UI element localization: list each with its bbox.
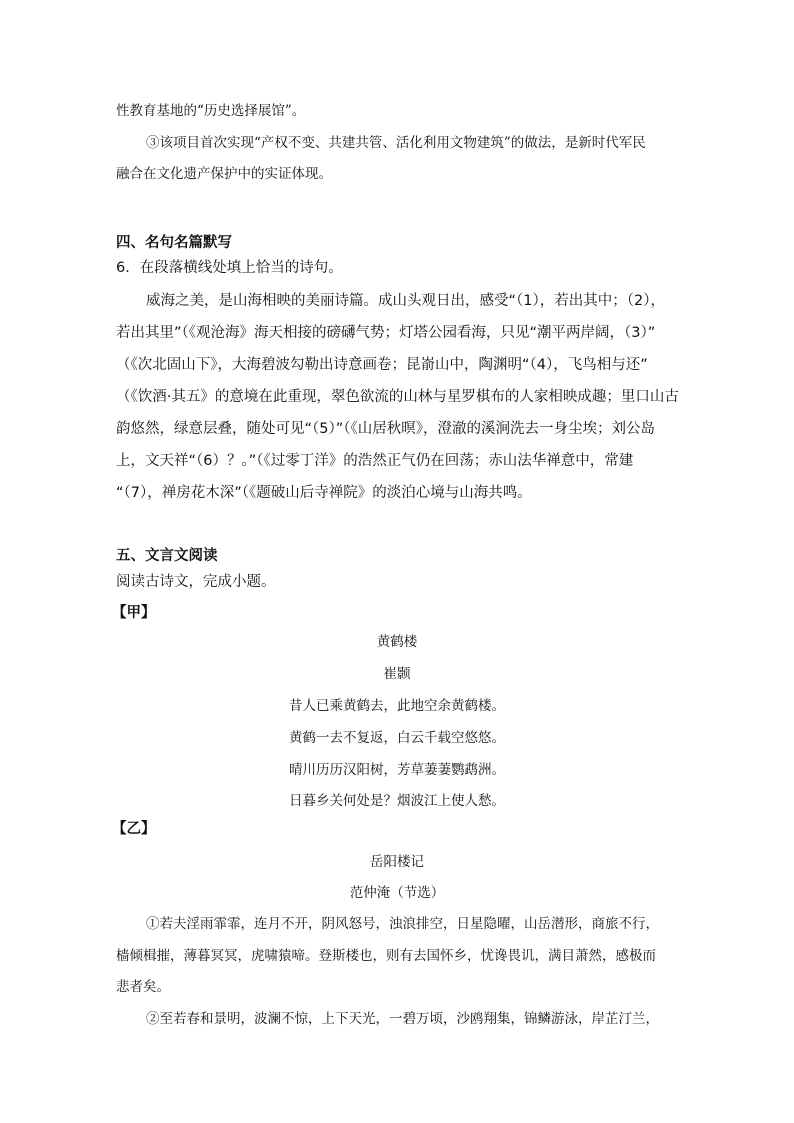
section3-continuation: 性教育基地的“历史选择展馆”。: [116, 103, 306, 119]
prose-line-3: 悲者矣。: [116, 979, 170, 995]
poem-line-1: 昔人已乘黄鹤去，此地空余黄鹤楼。: [289, 698, 505, 714]
passage-line-5: 韵悠然，绿意层叠，随处可见“（5）”（《山居秋暝》，澄澈的溪涧洗去一身尘埃；刘公岛: [116, 421, 655, 437]
passage-line-4: （《饮酒·其五》的意境在此重现，翠色欲流的山林与星罗棋布的人家相映成趣；里口山古: [116, 389, 679, 405]
poem-line-3: 晴川历历汉阳树，芳草萋萋鹦鹉洲。: [289, 762, 505, 778]
prose-line-2: 樯倾楫摧，薄暮冥冥，虎啸猿啼。登斯楼也，则有去国怀乡，忧谗畏讥，满目萧然，感极而: [116, 948, 656, 964]
poem-line-4: 日暮乡关何处是？烟波江上使人愁。: [289, 793, 505, 809]
prose-line-1: ①若夫淫雨霏霏，连月不开，阴风怒号，浊浪排空，日星隐曜，山岳潜形，商旅不行，: [146, 916, 659, 932]
section3-item3-line1: ③该项目首次实现“产权不变、共建共管、活化利用文物建筑”的做法，是新时代军民: [146, 135, 646, 151]
prose-title: 岳阳楼记: [370, 854, 424, 870]
passage-line-2: 若出其里”（《观沧海》海天相接的磅礴气势；灯塔公园看海，只见“潮平两岸阔，（3）”: [116, 325, 656, 341]
jia-label: 【甲】: [112, 605, 156, 621]
section5-heading: 五、文言文阅读: [116, 548, 218, 564]
passage-line-7: “（7），禅房花木深”（《题破山后寺禅院》的淡泊心境与山海共鸣。: [116, 485, 532, 501]
passage-line-6: 上，文天祥“（6）？。”（《过零丁洋》的浩然正气仍在回荡；赤山法华禅意中，常建: [116, 453, 634, 469]
poem-line-2: 黄鹤一去不复返，白云千载空悠悠。: [289, 730, 505, 746]
passage-line-1: 威海之美，是山海相映的美丽诗篇。成山头观日出，感受“（1），若出其中；（2），: [146, 293, 665, 309]
poem-title: 黄鹤楼: [376, 634, 418, 650]
section5-instruction: 阅读古诗文，完成小题。: [116, 574, 276, 590]
question6-prompt: 6．在段落横线处填上恰当的诗句。: [116, 260, 343, 276]
prose-line-4: ②至若春和景明，波澜不惊，上下天光，一碧万顷，沙鸥翔集，锦鳞游泳，岸芷汀兰，: [146, 1011, 659, 1027]
prose-author: 范仲淹（节选）: [349, 885, 445, 901]
section3-item3-line2: 融合在文化遗产保护中的实证体现。: [116, 166, 332, 182]
passage-line-3: （《次北固山下》，大海碧波勾勒出诗意画卷；昆嵛山中，陶渊明“（4），飞鸟相与还”: [116, 357, 648, 373]
section4-heading: 四、名句名篇默写: [116, 235, 232, 251]
yi-label: 【乙】: [112, 821, 156, 837]
poem-author: 崔颢: [383, 666, 411, 682]
